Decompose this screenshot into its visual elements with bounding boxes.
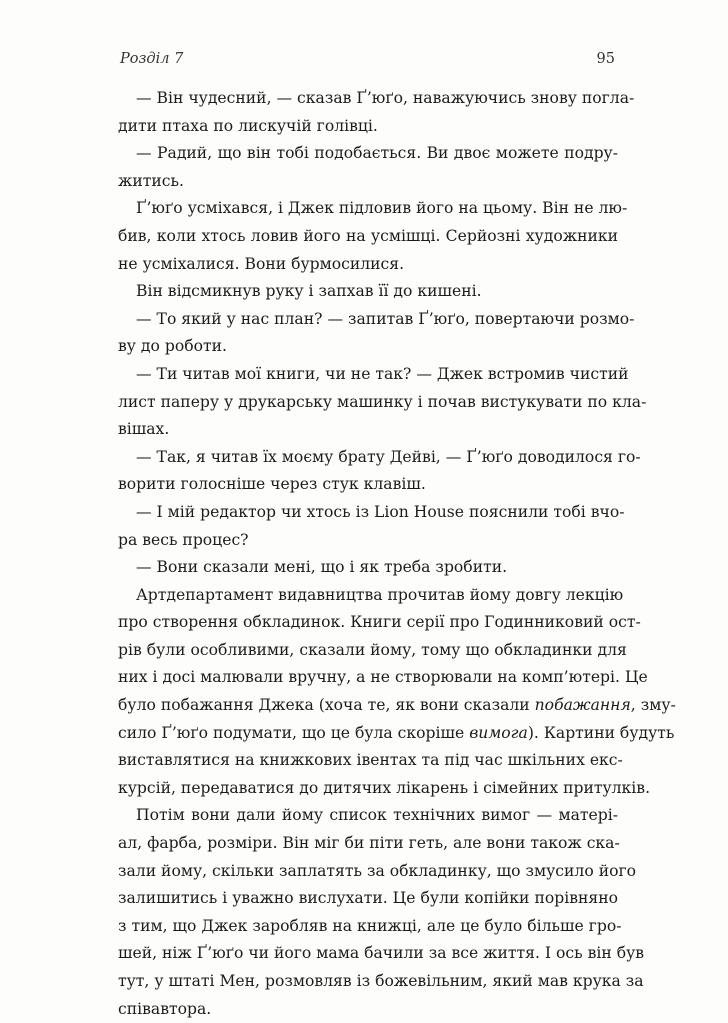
text-run: ал, фарба, розміри. Він міг би піти геть, але вони також ска-	[118, 834, 620, 853]
text-line	[118, 858, 637, 886]
italic-text: вимога	[469, 723, 528, 742]
text-line	[118, 664, 648, 692]
text-run: — Радий, що він тобі подобається. Ви двоє можете подру-	[136, 144, 618, 163]
text-line	[118, 278, 618, 306]
text-run: — І мій редактор чи хтось із Lion House пояснили тобі вчо-	[136, 502, 625, 521]
text-run: ра весь процес?	[118, 530, 249, 549]
text-run: виставлятися на книжкових івентах та під час шкільних екс-	[118, 751, 623, 770]
text-line	[118, 720, 675, 748]
chapter-label: Розділ 7	[120, 51, 184, 67]
text-run: них і досі малювали вручну, а не створювали на комп’ютері. Це	[118, 668, 648, 687]
running-head	[120, 51, 615, 73]
text-run: — То який у нас план? — запитав Ґ’юґо, повертаючи розмо-	[136, 309, 635, 328]
text-run: Артдепартамент видавництва прочитав йому довгу лекцію	[136, 585, 624, 604]
page-number: 95	[596, 51, 615, 67]
text-line	[118, 168, 618, 196]
text-run: шей, ніж Ґ’юґо чи його мама бачили за все життя. І ось він був	[118, 944, 645, 963]
text-line	[118, 251, 618, 279]
text-line	[118, 968, 644, 996]
text-line	[118, 747, 623, 775]
text-line	[118, 416, 618, 444]
text-run: ворити голосніше через стук клавіш.	[118, 475, 426, 494]
text-run: сило Ґ’юґо подумати, що це була скоріше	[118, 723, 470, 742]
text-line	[118, 333, 618, 361]
text-line	[118, 913, 622, 941]
text-run: — Так, я читав їх моєму брату Дейві, — Ґ’юґо доводилося го-	[136, 447, 641, 466]
text-line	[118, 195, 628, 223]
text-line	[118, 140, 618, 168]
text-line	[118, 830, 618, 858]
text-line	[118, 444, 641, 472]
text-run: тут, у штаті Мен, розмовляв із божевільним, який мав крука за	[118, 972, 644, 990]
text-line	[118, 637, 627, 665]
text-line	[118, 582, 624, 610]
text-run: вішах.	[118, 420, 170, 439]
text-line	[118, 609, 641, 637]
text-line	[118, 499, 625, 527]
text-run: — Вони сказали мені, що і як треба зробити.	[136, 558, 508, 577]
text-run: житись.	[118, 171, 184, 190]
text-run: лист паперу у друкарську машинку і почав вистукувати по кла-	[118, 392, 647, 411]
text-run: про створення обкладинок. Книги серії про Годинниковий ост-	[118, 613, 641, 632]
text-run: залишитись і уважно вислухати. Це були копійки порівняно	[118, 889, 618, 908]
text-line	[118, 471, 618, 499]
text-run: ). Картини будуть	[527, 723, 675, 742]
text-line	[118, 361, 629, 389]
body-text	[118, 85, 676, 1023]
text-run: з тим, що Джек заробляв на книжці, але це було більше гро-	[118, 916, 622, 935]
text-run: — Ти читав мої книги, чи не так? — Джек встромив чистий	[136, 364, 629, 383]
text-run: зали йому, скільки заплатять за обкладинку, що змусило його	[118, 861, 637, 880]
text-run: Ґ’юґо усміхався, і Джек підловив його на цьому. Він не лю-	[136, 199, 628, 218]
text-run: — Він чудесний, — сказав Ґ’юґо, наважуючись знову погла-	[136, 89, 635, 107]
text-line	[118, 802, 618, 830]
text-run: було побажання Джека (хоча те, як вони сказали	[118, 696, 535, 715]
text-run: курсій, передаватися до дитячих лікарень і сімейних притулків.	[118, 778, 651, 797]
text-run: Потім вони дали йому список технічних вимог — матері-	[136, 806, 618, 825]
text-line	[118, 554, 618, 582]
text-line	[118, 223, 618, 251]
text-run: бив, коли хтось ловив його на усмішці. Серйозні художники	[118, 226, 618, 245]
text-line	[118, 85, 635, 113]
text-run: співавтора.	[118, 999, 212, 1018]
text-line	[118, 940, 645, 968]
text-run: ву до роботи.	[118, 337, 227, 356]
text-line	[118, 692, 676, 720]
text-run: Він відсмикнув руку і запхав її до кишені.	[136, 282, 482, 301]
text-line	[118, 885, 618, 913]
text-line	[118, 306, 635, 334]
text-run: не усміхалися. Вони бурмосилися.	[118, 254, 405, 273]
text-run: дити птаха по лискучій голівці.	[118, 116, 378, 135]
text-run: рів були особливими, сказали йому, тому що обкладинки для	[118, 640, 627, 659]
italic-text: побажання	[534, 696, 631, 715]
text-line	[118, 527, 618, 555]
text-run: , зму-	[630, 696, 676, 715]
text-line	[118, 775, 651, 803]
text-line	[118, 113, 618, 141]
text-line	[118, 389, 647, 417]
